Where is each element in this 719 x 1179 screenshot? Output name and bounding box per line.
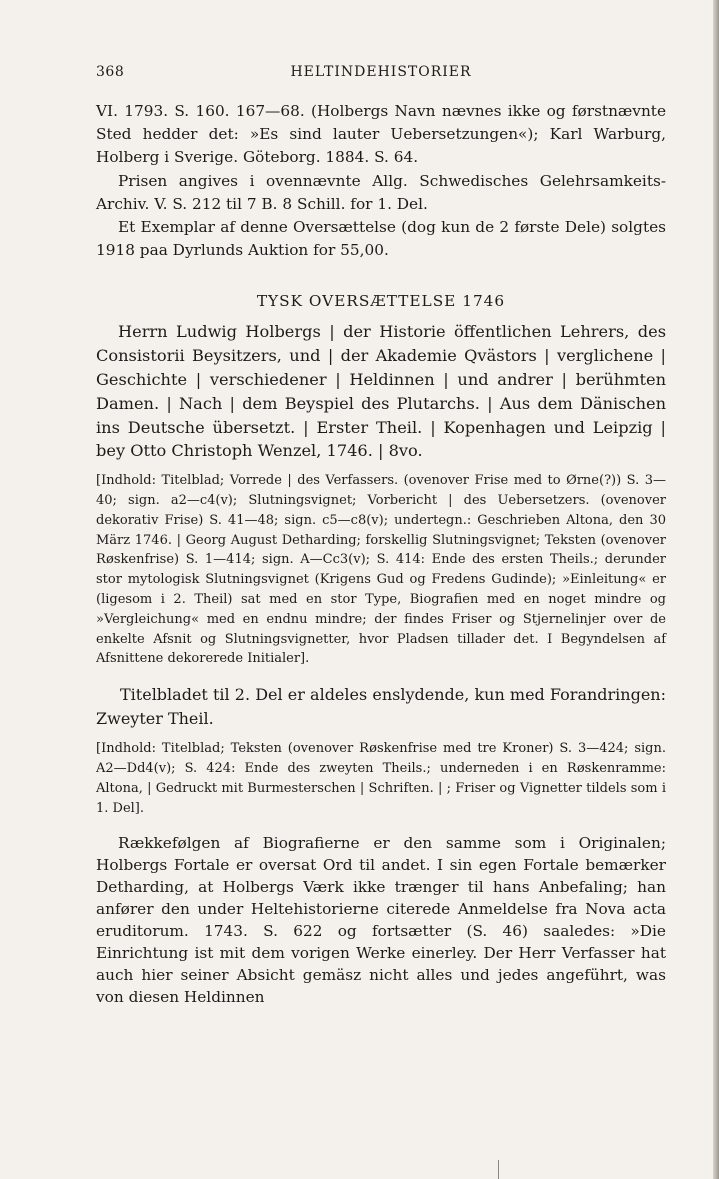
- page-edge-mark: [498, 1160, 499, 1179]
- page-header: [96, 60, 666, 86]
- title-entry: Herrn Ludwig Holbergs | der Historie öffentlichen Lehrers, des Consistorii Beysitzers, und | der Akademie Qvästors | verglichene | Geschichte | verschiedener | Heldinnen | und andrer | berühmten Damen. | Nach | dem Beyspiel des Plutarchs. | Aus dem Dänischen ins Deutsche übersetzt. | Erster Theil. | Kopenhagen und Leipzig | bey Otto Christoph Wenzel, 1746. | 8vo.: [96, 322, 666, 461]
- intro-paragraph-2: Prisen angives i ovennævnte Allg. Schwedisches Gelehrsamkeits-Archiv. V. S. 212 til 7 B. 8 Schill. for 1. Del.: [96, 171, 666, 213]
- running-title: HELTINDEHISTORIER: [290, 64, 472, 80]
- book-page: [96, 60, 666, 1008]
- intro-paragraph-1: VI. 1793. S. 160. 167—68. (Holbergs Navn nævnes ikke og førstnævnte Sted hedder det: »Es sind lauter Uebersetzungen«); Karl Warburg, Holberg i Sverige. Göteborg. 1884. S. 64.: [96, 102, 666, 167]
- page-number: 368: [96, 64, 125, 80]
- page-edge: [713, 0, 719, 1179]
- contents-part-2: [Indhold: Titelblad; Teksten (ovenover Røskenfrise med tre Kroner) S. 3—424; sign. A2—Dd4(v); S. 424: Ende des zweyten Theils.; underneden i en Røskenramme: Altona, | Gedruckt mit Burmesterschen | Schriften. | ; Friser og Vignetter tildels som i 1. Del].: [96, 741, 666, 816]
- section-heading: TYSK OVERSÆTTELSE 1746: [256, 292, 506, 311]
- second-part-note: Titelbladet til 2. Del er aldeles enslydende, kun med Forandringen: Zweyter Theil.: [96, 685, 666, 729]
- contents-part-1: [Indhold: Titelblad; Vorrede | des Verfassers. (ovenover Frise med to Ørne(?)) S. 3—40; sign. a2—c4(v); Slutningsvignet; Vorbericht | des Uebersetzers. (ovenover dekorativ Frise) S. 41—48; sign. c5—c8(v); undertegn.: Geschrieben Altona, den 30 März 1746. | Georg August Detharding; forskellig Slutningsvignet; Teksten (ovenover Røskenfrise) S. 1—414; sign. A—Cc3(v); S. 414: Ende des ersten Theils.; derunder stor mytologisk Slutningsvignet (Krigens Gud og Fredens Gudinde); »Einleitung« er (ligesom i 2. Theil) sat med en stor Type, Biografien med en noget mindre og »Vergleichung« med en endnu mindre; der findes Friser og Stjernelinjer over de enkelte Afsnit og Slutningsvignetter, hvor Pladsen tillader det. I Begyndelsen af Afsnittene dekorerede Initialer].: [96, 473, 666, 667]
- intro-paragraph-3: Et Exemplar af denne Oversættelse (dog kun de 2 første Dele) solgtes 1918 paa Dyrlunds Auktion for 55,00.: [96, 218, 666, 260]
- closing-paragraph: Rækkefølgen af Biografierne er den samme som i Originalen; Holbergs Fortale er oversat Ord til andet. I sin egen Fortale bemærker Detharding, at Holbergs Værk ikke trænger til hans Anbefaling; han anfører den under Heltehistorierne citerede Anmeldelse fra Nova acta eruditorum. 1743. S. 622 og fortsætter (S. 46) saaledes: »Die Einrichtung ist mit dem vorigen Werke einerley. Der Herr Verfasser hat auch hier seiner Absicht gemäsz nicht alles und jedes angeführt, was von diesen Heldinnen: [96, 834, 666, 1007]
